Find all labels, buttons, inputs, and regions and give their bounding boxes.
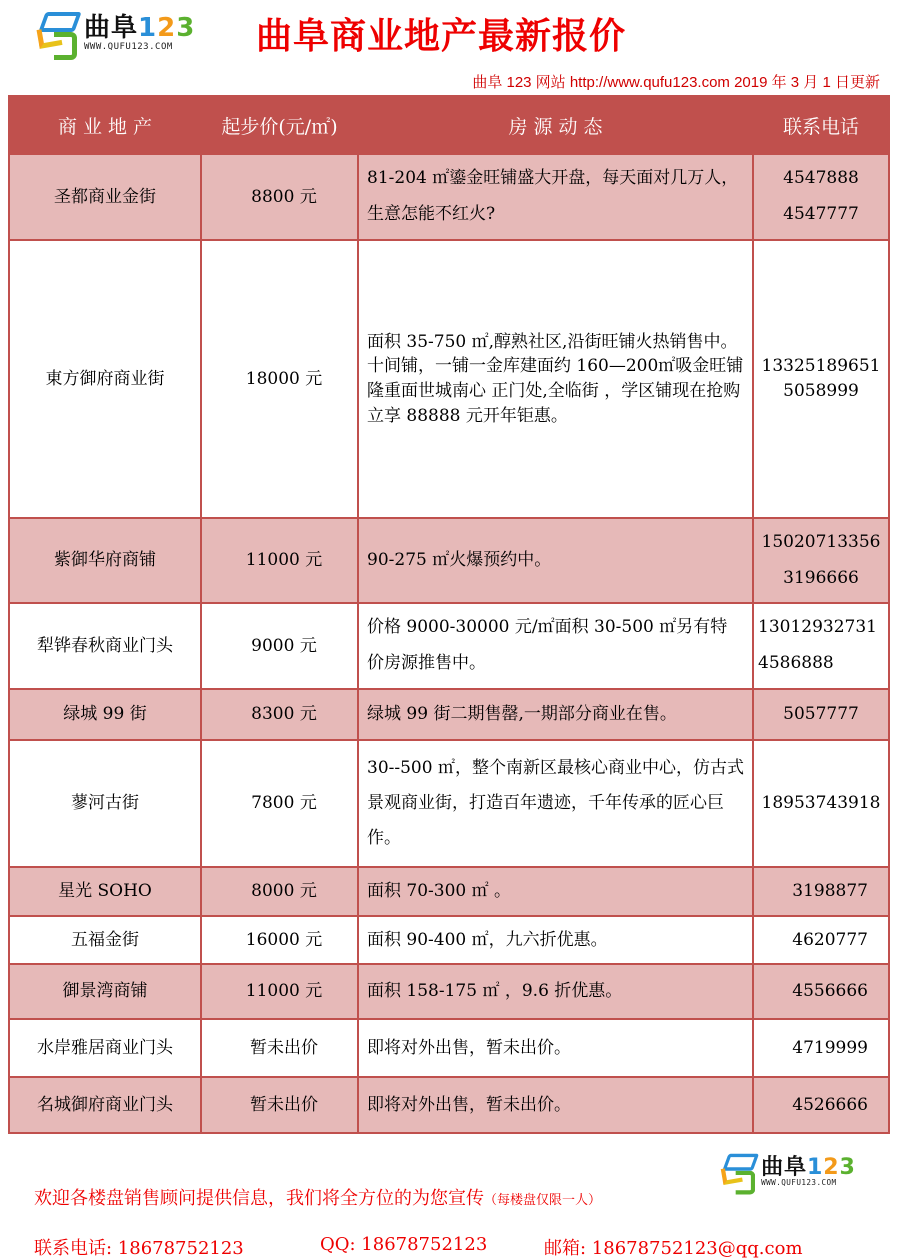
listing-desc: 价格 9000-30000 元/㎡面积 30-500 ㎡另有特价房源推售中。 (358, 603, 753, 689)
contact-phone (753, 916, 889, 964)
contact-phone (753, 603, 889, 689)
phone-number: 15020713356 (761, 531, 881, 552)
welcome-text: 欢迎各楼盘销售顾问提供信息，我们将全方位的为您宣传 (34, 1188, 484, 1209)
table-row (9, 867, 889, 916)
start-price: 8300 元 (201, 689, 358, 740)
property-name: 五福金街 (9, 916, 201, 964)
phone-number: 4547777 (783, 204, 859, 224)
phone-number: 5057777 (783, 704, 859, 725)
logo-num-3: 3 (176, 13, 196, 43)
property-name: 犁铧春秋商业门头 (9, 603, 201, 689)
property-name: 绿城 99 街 (9, 689, 201, 740)
header-price: 起步价(元/㎡) (201, 96, 358, 154)
phone-number: 4526666 (792, 1094, 868, 1115)
welcome-message (34, 1184, 601, 1210)
contact-phone-text: 联系电话: 18678752123 (34, 1238, 244, 1259)
table-row (9, 1077, 889, 1133)
logo-num-1: 1 (138, 13, 158, 43)
table-row (9, 916, 889, 964)
phone-number: 13012932731 (758, 617, 877, 638)
logo-url: WWW.QUFU123.COM (761, 1179, 837, 1188)
contact-phone (753, 240, 889, 518)
table-row (9, 603, 889, 689)
logo-chars: 曲阜 (84, 13, 139, 43)
footer-logo[interactable] (722, 1152, 856, 1191)
price-table (8, 95, 890, 1134)
start-price: 11000 元 (201, 518, 358, 603)
header-name: 商 业 地 产 (9, 96, 201, 154)
listing-desc: 面积 90-400 ㎡，九六折优惠。 (358, 916, 753, 964)
start-price: 16000 元 (201, 916, 358, 964)
logo-url: WWW.QUFU123.COM (84, 42, 173, 52)
contact-phone (753, 964, 889, 1019)
property-name: 紫御华府商铺 (9, 518, 201, 603)
phone-number: 4719999 (792, 1037, 868, 1058)
phone-number: 18953743918 (761, 793, 881, 814)
start-price: 暂未出价 (201, 1019, 358, 1077)
table-row (9, 689, 889, 740)
logo-num-1: 1 (807, 1154, 824, 1181)
listing-desc: 30--500 ㎡，整个南新区最核心商业中心，仿古式景观商业街，打造百年遗迹，千年传承的匠心巨作。 (358, 740, 753, 867)
contact-phone (753, 1077, 889, 1133)
property-name: 圣都商业金街 (9, 154, 201, 240)
logo-num-2: 2 (823, 1154, 840, 1181)
welcome-note: （每楼盘仅限一人） (484, 1193, 602, 1208)
property-name: 名城御府商业门头 (9, 1077, 201, 1133)
phone-number: 3196666 (783, 567, 859, 588)
contact-phone (753, 1019, 889, 1077)
contact-email-link[interactable]: 邮箱: 18678752123@qq.com (544, 1238, 803, 1259)
listing-desc: 面积 158-175 ㎡ ，9.6 折优惠。 (358, 964, 753, 1019)
listing-desc: 面积 70-300 ㎡ 。 (358, 867, 753, 916)
listing-desc: 即将对外出售，暂未出价。 (358, 1077, 753, 1133)
header-desc: 房 源 动 态 (358, 96, 753, 154)
phone-number: 3198877 (792, 881, 868, 902)
contact-phone (753, 154, 889, 240)
start-price: 8000 元 (201, 867, 358, 916)
listing-desc: 即将对外出售，暂未出价。 (358, 1019, 753, 1077)
table-header (9, 96, 889, 154)
table-row (9, 1019, 889, 1077)
property-name: 星光 SOHO (9, 867, 201, 916)
phone-number: 5058999 (783, 381, 859, 401)
phone-number: 4547888 (783, 168, 859, 189)
logo-mark-icon (722, 1152, 756, 1191)
listing-desc: 81-204 ㎡鎏金旺铺盛大开盘，每天面对几万人，生意怎能不红火? (358, 154, 753, 240)
page-title: 曲阜商业地产最新报价 (256, 16, 627, 57)
start-price: 8800 元 (201, 154, 358, 240)
property-name: 東方御府商业街 (9, 240, 201, 518)
header-phone: 联系电话 (753, 96, 889, 154)
table-row (9, 964, 889, 1019)
phone-number: 4620777 (792, 929, 868, 950)
start-price: 18000 元 (201, 240, 358, 518)
property-name: 御景湾商铺 (9, 964, 201, 1019)
listing-desc: 面积 35-750 ㎡,醇熟社区,沿街旺铺火热销售中。十间铺，一铺一金库建面约 160—200㎡吸金旺铺隆重面世城南心 正门处,全临街 ，学区铺现在抢购立享 88888 元开年钜惠。 (358, 240, 753, 518)
logo-num-3: 3 (839, 1154, 856, 1181)
contact-phone (753, 740, 889, 867)
property-name: 蓼河古街 (9, 740, 201, 867)
site-logo[interactable] (38, 10, 195, 56)
logo-chars: 曲阜 (761, 1154, 808, 1181)
contact-phone (753, 867, 889, 916)
table-row (9, 240, 889, 518)
start-price: 暂未出价 (201, 1077, 358, 1133)
update-line: 曲阜 123 网站 http://www.qufu123.com 2019 年 3 月 1 日更新 (472, 74, 880, 91)
table-row (9, 518, 889, 603)
listing-desc: 绿城 99 街二期售罄,一期部分商业在售。 (358, 689, 753, 740)
phone-number: 13325189651 (761, 356, 881, 377)
start-price: 11000 元 (201, 964, 358, 1019)
table-row (9, 154, 889, 240)
contact-qq-text: QQ: 18678752123 (320, 1234, 488, 1255)
contact-phone (753, 689, 889, 740)
logo-num-2: 2 (157, 13, 177, 43)
phone-number: 4556666 (792, 981, 868, 1002)
phone-number: 4586888 (758, 653, 834, 673)
table-row (9, 740, 889, 867)
start-price: 7800 元 (201, 740, 358, 867)
listing-desc: 90-275 ㎡火爆预约中。 (358, 518, 753, 603)
start-price: 9000 元 (201, 603, 358, 689)
contact-phone (753, 518, 889, 603)
property-name: 水岸雅居商业门头 (9, 1019, 201, 1077)
logo-mark-icon (38, 10, 78, 56)
